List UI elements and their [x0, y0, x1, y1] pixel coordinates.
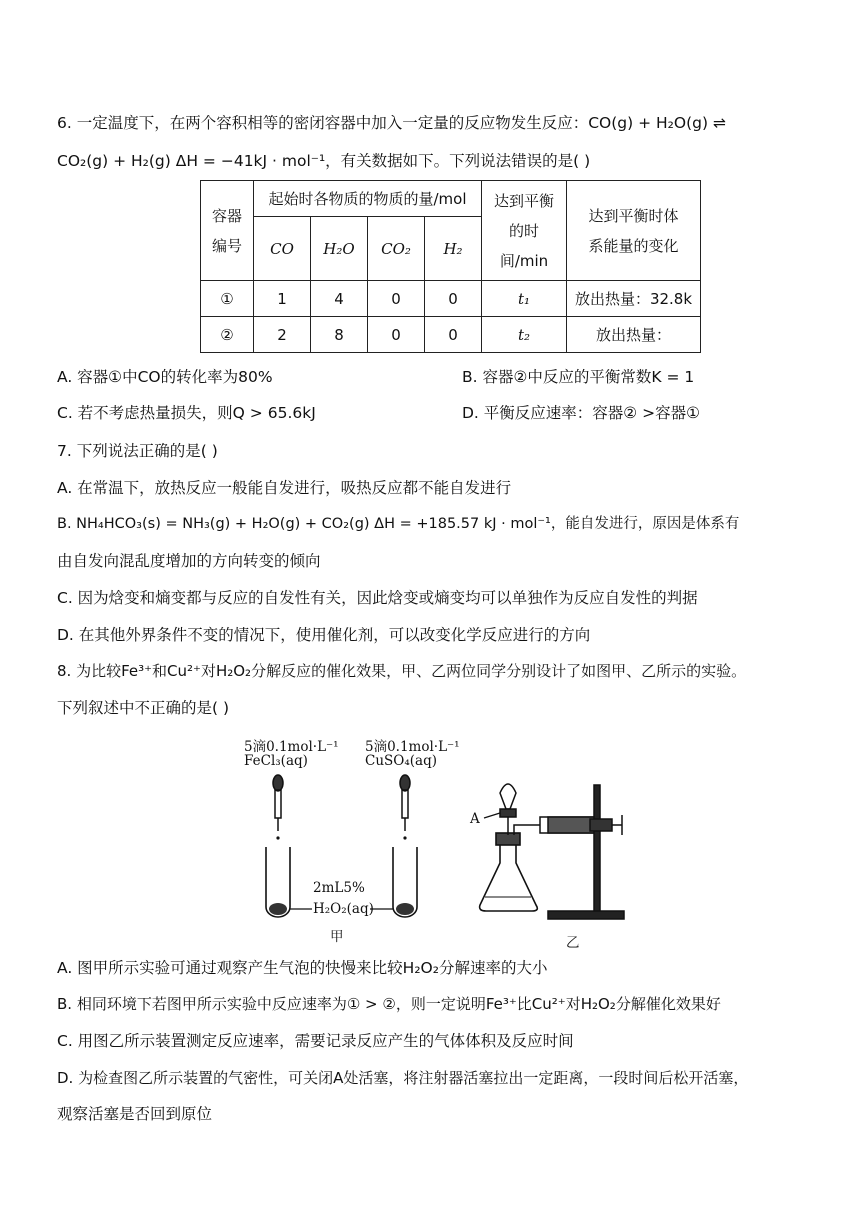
- conical-flask-icon: [480, 833, 538, 911]
- table-row: ② 2 8 0 0 t₂ 放出热量：: [201, 317, 701, 353]
- sub-co: CO: [254, 217, 311, 281]
- sub-h2o: H₂O: [311, 217, 368, 281]
- label-h2o2-volume: 2mL5%: [313, 880, 365, 896]
- q8-stem-line2: 下列叙述中不正确的是( ): [57, 699, 230, 717]
- label-stopcock-a: A: [470, 811, 480, 827]
- q6-option-d: D. 平衡反应速率：容器② >容器①: [462, 404, 700, 422]
- q7-stem: 7. 下列说法正确的是( ): [57, 442, 218, 460]
- header-equilibrium-time: 达到平衡的时间/min: [482, 181, 567, 281]
- q7-option-b-line1: B. NH₄HCO₃(s) = NH₃(g) + H₂O(g) + CO₂(g) ΔH = +185.57 kJ · mol⁻¹，能自发进行，原因是体系有: [57, 516, 740, 532]
- header-energy-change: 达到平衡时体系能量的变化: [567, 181, 701, 281]
- q8-option-a: A. 图甲所示实验可通过观察产生气泡的快慢来比较H₂O₂分解速率的大小: [57, 959, 548, 977]
- q8-option-b: B. 相同环境下若图甲所示实验中反应速率为① > ②，则一定说明Fe³⁺比Cu²⁺对H₂O₂分解催化效果好: [57, 995, 721, 1013]
- label-cuso4: CuSO₄(aq): [365, 753, 437, 769]
- q7-option-a: A. 在常温下，放热反应一般能自发进行，吸热反应都不能自发进行: [57, 479, 512, 497]
- q6-option-b: B. 容器②中反应的平衡常数K = 1: [462, 368, 695, 386]
- label-h2o2: H₂O₂(aq): [313, 901, 374, 917]
- q6-data-table: [200, 180, 701, 353]
- label-fecl3-concentration: 5滴0.1mol·L⁻¹: [244, 739, 339, 755]
- dropper-icon: [273, 775, 283, 831]
- q8-option-d-line1: D. 为检查图乙所示装置的气密性，可关闭A处活塞，将注射器活塞拉出一定距离，一段时间后松开活塞，: [57, 1069, 749, 1087]
- q7-option-b-line2: 由自发向混乱度增加的方向转变的倾向: [57, 552, 321, 570]
- q6-option-a: A. 容器①中CO的转化率为80%: [57, 368, 273, 386]
- q8-option-d-line2: 观察活塞是否回到原位: [57, 1105, 213, 1123]
- q6-option-c: C. 若不考虑热量损失，则Q > 65.6kJ: [57, 404, 316, 422]
- q6-stem-line2: CO₂(g) + H₂(g) ΔH = −41kJ · mol⁻¹，有关数据如下。下列说法错误的是( ): [57, 152, 591, 170]
- q7-option-d: D. 在其他外界条件不变的情况下，使用催化剂，可以改变化学反应进行的方向: [57, 626, 591, 644]
- table-row: ① 1 4 0 0 t₁ 放出热量：32.8k: [201, 281, 701, 317]
- iron-stand-icon: [548, 785, 624, 919]
- header-initial-amount: 起始时各物质的物质的量/mol: [254, 181, 482, 217]
- dropper-icon: [400, 775, 410, 831]
- caption-jia: 甲: [330, 929, 344, 945]
- q6-stem-line1: 6. 一定温度下，在两个容积相等的密闭容器中加入一定量的反应物发生反应：CO(g) + H₂O(g) ⇌: [57, 114, 726, 132]
- q8-stem-line1: 8. 为比较Fe³⁺和Cu²⁺对H₂O₂分解反应的催化效果，甲、乙两位同学分别设计了如图甲、乙所示的实验。: [57, 662, 747, 680]
- sub-co2: CO₂: [368, 217, 425, 281]
- sub-h2: H₂: [425, 217, 482, 281]
- label-cuso4-concentration: 5滴0.1mol·L⁻¹: [365, 739, 460, 755]
- q7-option-c: C. 因为焓变和熵变都与反应的自发性有关，因此焓变或熵变均可以单独作为反应自发性的判据: [57, 589, 698, 607]
- header-container-id: 容器编号: [201, 181, 254, 281]
- q8-figure: [230, 735, 630, 955]
- label-fecl3: FeCl₃(aq): [244, 753, 308, 769]
- caption-yi: 乙: [566, 935, 580, 951]
- q8-option-c: C. 用图乙所示装置测定反应速率，需要记录反应产生的气体体积及反应时间: [57, 1032, 574, 1050]
